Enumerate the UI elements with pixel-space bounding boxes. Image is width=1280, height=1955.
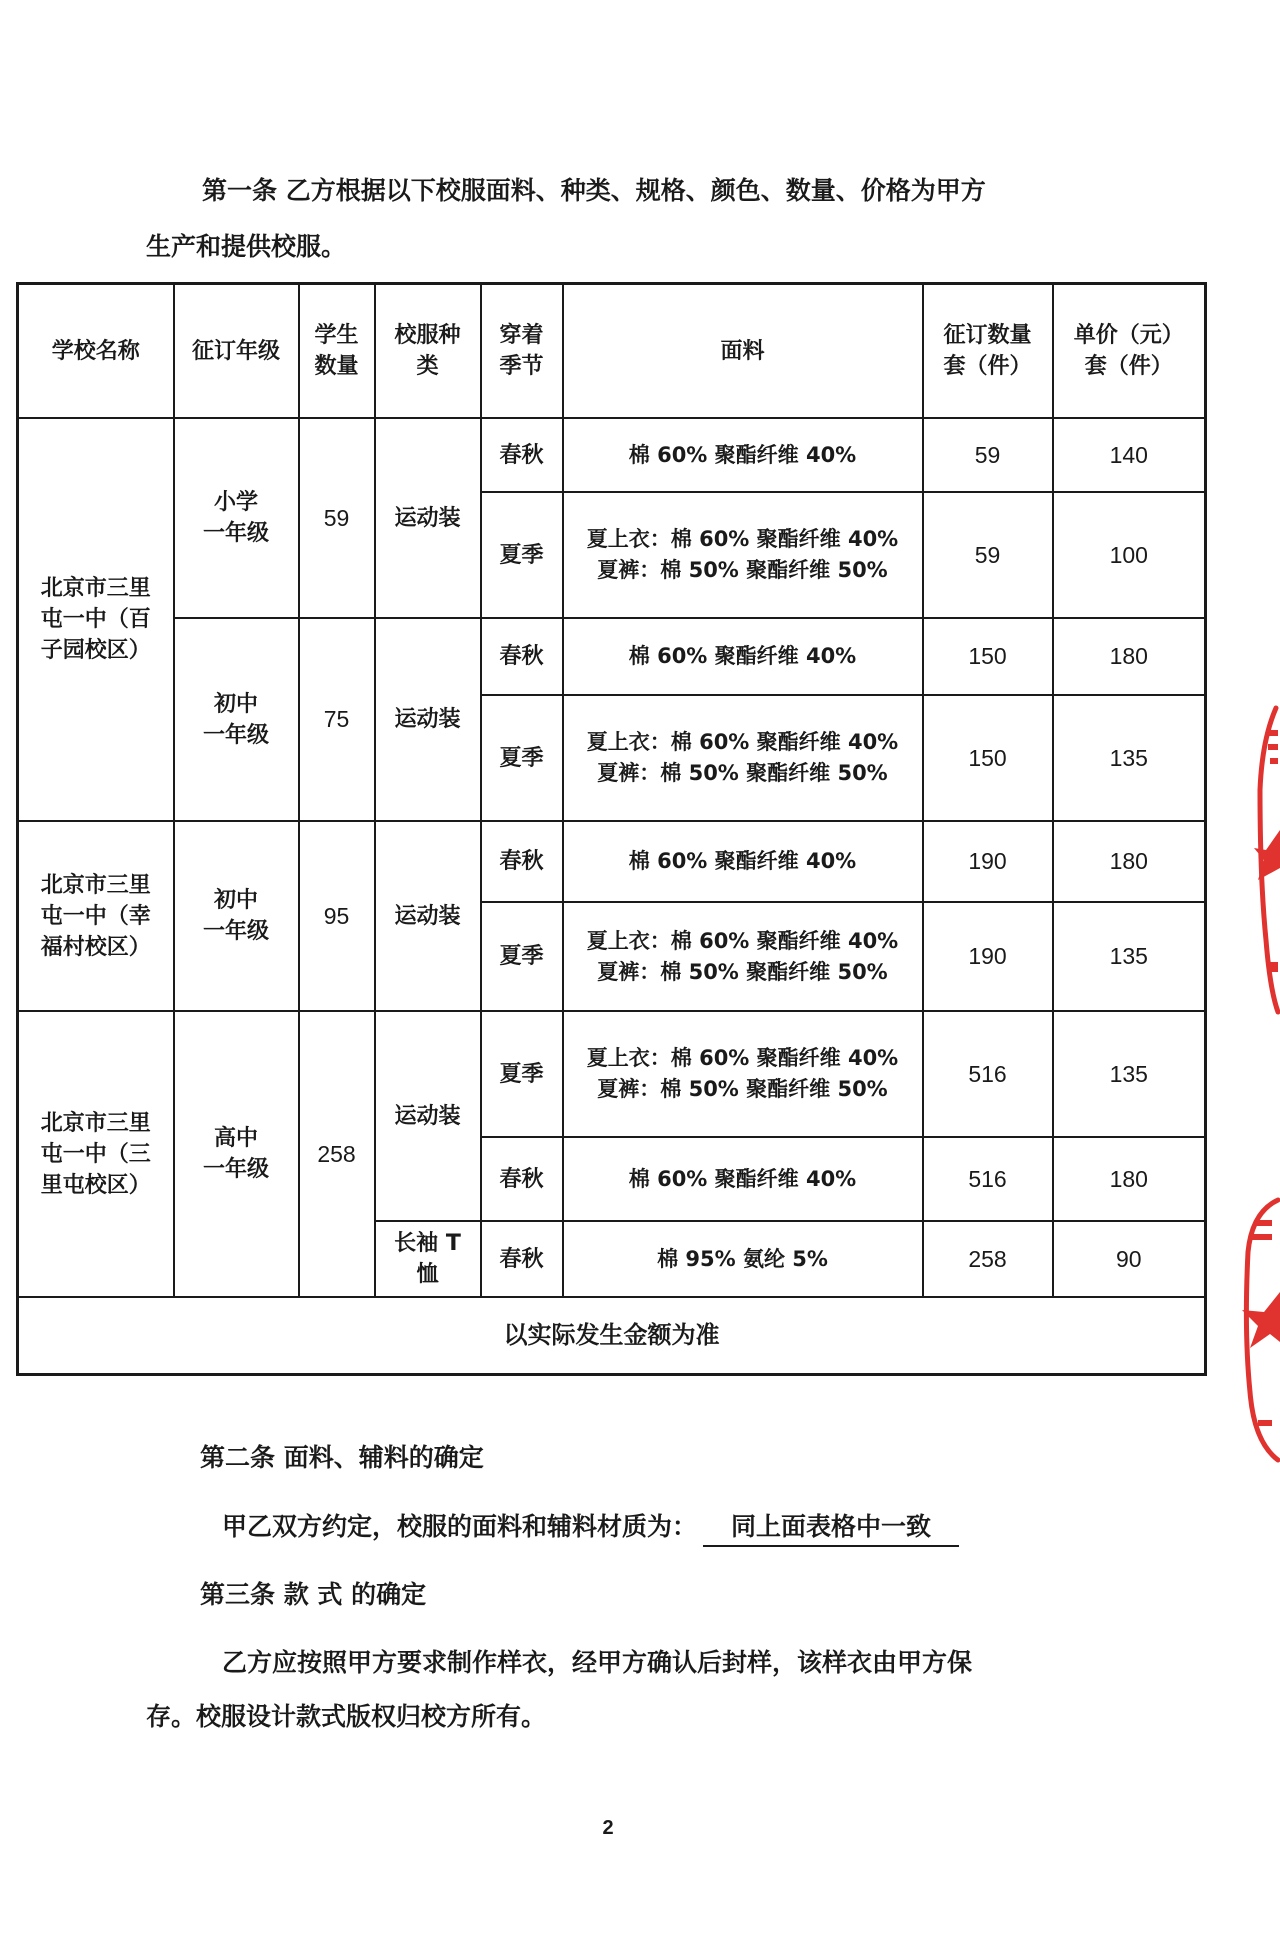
fabric-cell: 夏上衣：棉 60% 聚酯纤维 40% 夏裤：棉 50% 聚酯纤维 50% bbox=[563, 695, 923, 821]
grade-cell: 高中 一年级 bbox=[174, 1011, 299, 1297]
clause2-body bbox=[222, 1510, 959, 1547]
clause2-text: 甲乙双方约定，校服的面料和辅料材质为： bbox=[222, 1512, 698, 1541]
school-name: 北京市三里 屯一中（三 里屯校区） bbox=[18, 1011, 174, 1297]
price-cell: 140 bbox=[1053, 418, 1206, 492]
table-row bbox=[18, 618, 1206, 695]
table-row bbox=[18, 821, 1206, 902]
school-name: 北京市三里 屯一中（幸 福村校区） bbox=[18, 821, 174, 1011]
type-cell: 长袖 T 恤 bbox=[375, 1221, 481, 1297]
clause1-line2: 生产和提供校服。 bbox=[146, 232, 347, 261]
season-cell: 夏季 bbox=[481, 1011, 563, 1137]
students-cell: 75 bbox=[299, 618, 375, 821]
header-school: 学校名称 bbox=[18, 284, 174, 419]
table-header-row bbox=[18, 284, 1206, 419]
fabric-cell: 夏上衣：棉 60% 聚酯纤维 40% 夏裤：棉 50% 聚酯纤维 50% bbox=[563, 492, 923, 618]
seal-stamp-bottom-icon bbox=[1218, 1192, 1280, 1472]
clause2-heading: 第二条 面料、辅料的确定 bbox=[200, 1443, 484, 1472]
header-fabric: 面料 bbox=[563, 284, 923, 419]
clause1-line1: 第一条 乙方根据以下校服面料、种类、规格、颜色、数量、价格为甲方 bbox=[202, 176, 986, 205]
header-students: 学生 数量 bbox=[299, 284, 375, 419]
fabric-cell: 棉 60% 聚酯纤维 40% bbox=[563, 418, 923, 492]
quantity-cell: 190 bbox=[923, 902, 1053, 1011]
header-price: 单价（元） 套（件） bbox=[1053, 284, 1206, 419]
season-cell: 春秋 bbox=[481, 618, 563, 695]
season-cell: 夏季 bbox=[481, 902, 563, 1011]
season-cell: 夏季 bbox=[481, 492, 563, 618]
page-number: 2 bbox=[602, 1817, 614, 1839]
fabric-cell: 夏上衣：棉 60% 聚酯纤维 40% 夏裤：棉 50% 聚酯纤维 50% bbox=[563, 902, 923, 1011]
table-footer-note: 以实际发生金额为准 bbox=[18, 1297, 1206, 1375]
clause3-heading: 第三条 款 式 的确定 bbox=[200, 1580, 427, 1609]
fabric-cell: 棉 60% 聚酯纤维 40% bbox=[563, 821, 923, 902]
grade-cell: 小学 一年级 bbox=[174, 418, 299, 618]
quantity-cell: 516 bbox=[923, 1137, 1053, 1221]
season-cell: 春秋 bbox=[481, 418, 563, 492]
price-cell: 180 bbox=[1053, 821, 1206, 902]
season-cell: 春秋 bbox=[481, 1137, 563, 1221]
type-cell: 运动装 bbox=[375, 1011, 481, 1221]
season-cell: 春秋 bbox=[481, 821, 563, 902]
type-cell: 运动装 bbox=[375, 418, 481, 618]
clause3-line2: 存。校服设计款式版权归校方所有。 bbox=[146, 1702, 547, 1731]
price-cell: 135 bbox=[1053, 902, 1206, 1011]
table-footer-row bbox=[18, 1297, 1206, 1375]
price-cell: 180 bbox=[1053, 618, 1206, 695]
price-cell: 90 bbox=[1053, 1221, 1206, 1297]
header-quantity: 征订数量 套（件） bbox=[923, 284, 1053, 419]
quantity-cell: 150 bbox=[923, 695, 1053, 821]
header-grade: 征订年级 bbox=[174, 284, 299, 419]
price-cell: 100 bbox=[1053, 492, 1206, 618]
school-name: 北京市三里 屯一中（百 子园校区） bbox=[18, 418, 174, 821]
header-type: 校服种 类 bbox=[375, 284, 481, 419]
price-cell: 135 bbox=[1053, 695, 1206, 821]
quantity-cell: 59 bbox=[923, 418, 1053, 492]
season-cell: 夏季 bbox=[481, 695, 563, 821]
students-cell: 258 bbox=[299, 1011, 375, 1297]
seal-stamp-top-icon bbox=[1248, 700, 1280, 1020]
header-season: 穿着 季节 bbox=[481, 284, 563, 419]
quantity-cell: 516 bbox=[923, 1011, 1053, 1137]
clause2-fill-value: 同上面表格中一致 bbox=[703, 1510, 959, 1547]
clause3-line1: 乙方应按照甲方要求制作样衣，经甲方确认后封样，该样衣由甲方保 bbox=[222, 1648, 973, 1677]
season-cell: 春秋 bbox=[481, 1221, 563, 1297]
quantity-cell: 190 bbox=[923, 821, 1053, 902]
quantity-cell: 258 bbox=[923, 1221, 1053, 1297]
fabric-cell: 棉 95% 氨纶 5% bbox=[563, 1221, 923, 1297]
price-cell: 135 bbox=[1053, 1011, 1206, 1137]
type-cell: 运动装 bbox=[375, 618, 481, 821]
table-row bbox=[18, 418, 1206, 492]
type-cell: 运动装 bbox=[375, 821, 481, 1011]
grade-cell: 初中 一年级 bbox=[174, 618, 299, 821]
quantity-cell: 59 bbox=[923, 492, 1053, 618]
uniform-table bbox=[16, 282, 1207, 1376]
fabric-cell: 夏上衣：棉 60% 聚酯纤维 40% 夏裤：棉 50% 聚酯纤维 50% bbox=[563, 1011, 923, 1137]
fabric-cell: 棉 60% 聚酯纤维 40% bbox=[563, 1137, 923, 1221]
students-cell: 59 bbox=[299, 418, 375, 618]
price-cell: 180 bbox=[1053, 1137, 1206, 1221]
grade-cell: 初中 一年级 bbox=[174, 821, 299, 1011]
students-cell: 95 bbox=[299, 821, 375, 1011]
table-row bbox=[18, 1011, 1206, 1137]
quantity-cell: 150 bbox=[923, 618, 1053, 695]
fabric-cell: 棉 60% 聚酯纤维 40% bbox=[563, 618, 923, 695]
